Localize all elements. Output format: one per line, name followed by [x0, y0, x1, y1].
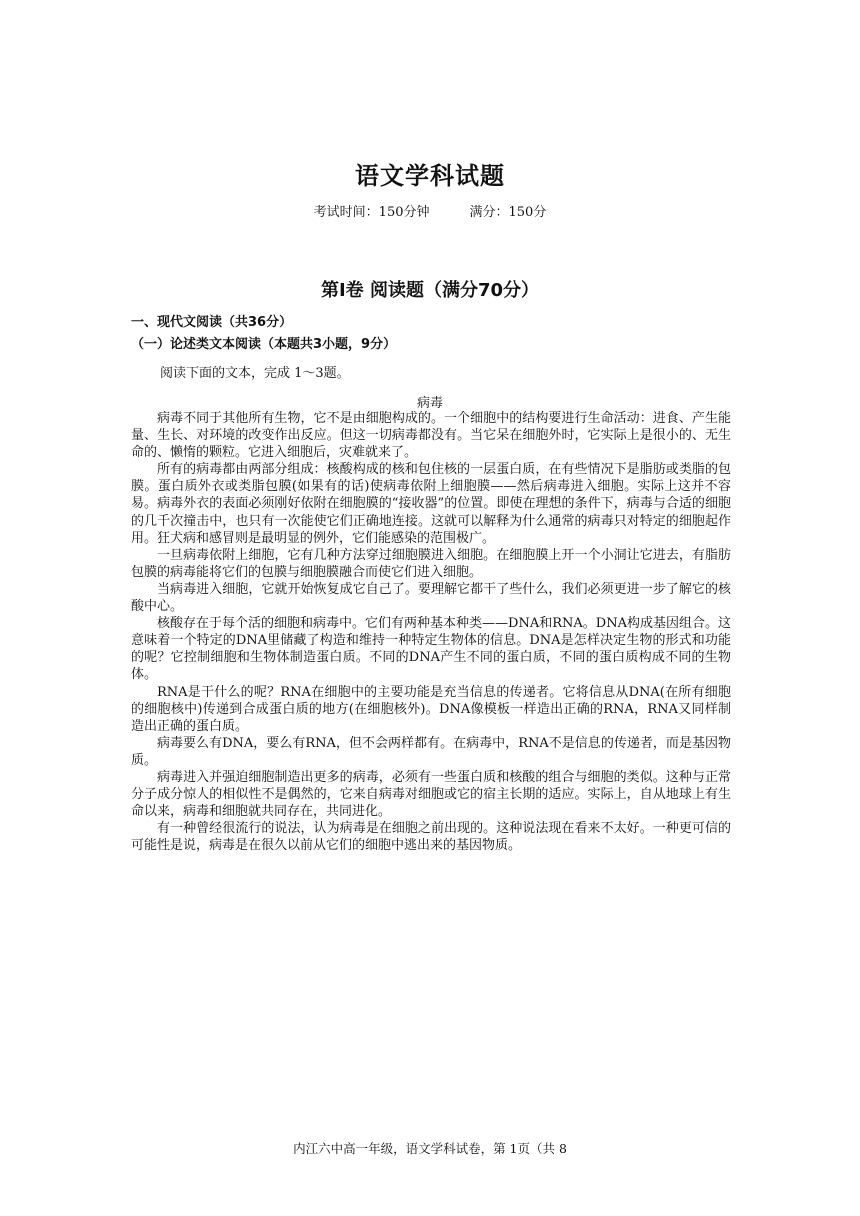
article-paragraph: 病毒要么有DNA，要么有RNA，但不会两样都有。在病毒中，RNA不是信息的传递者，而是基因物质。 [131, 735, 731, 768]
article-title: 病毒 [416, 396, 443, 411]
section-heading: 一、现代文阅读（共36分） [131, 315, 293, 330]
subsection-heading: （一）论述类文本阅读（本题共3小题，9分） [131, 337, 397, 352]
exam-time: 考试时间：150分钟 [313, 205, 430, 220]
full-score: 满分：150分 [469, 205, 547, 220]
part-title: 第Ⅰ卷 阅读题（满分70分） [320, 280, 539, 301]
article-paragraph: 有一种曾经很流行的说法，认为病毒是在细胞之前出现的。这种说法现在看来不太好。一种更可信的可能性是说，病毒是在很久以前从它们的细胞中逃出来的基因物质。 [131, 821, 731, 854]
exam-title: 语文学科试题 [355, 162, 505, 190]
page-footer: 内江六中高一年级，语文学科试卷，第 1页（共 8 [293, 1141, 567, 1156]
article-paragraph: RNA是干什么的呢？RNA在细胞中的主要功能是充当信息的传递者。它将信息从DNA(在所有细胞的细胞核中)传递到合成蛋白质的地方(在细胞核外)。DNA像模板一样造出正确的RNA，RNA又同样制造出正确的蛋白质。 [131, 684, 731, 734]
article-paragraph: 一旦病毒依附上细胞，它有几种方法穿过细胞膜进入细胞。在细胞膜上开一个小洞让它进去，有脂肪包膜的病毒能将它们的包膜与细胞膜融合而使它们进入细胞。 [131, 547, 731, 580]
article-paragraph: 核酸存在于每个活的细胞和病毒中。它们有两种基本种类——DNA和RNA。DNA构成基因组合。这意味着一个特定的DNA里储藏了构造和维持一种特定生物体的信息。DNA是怎样决定生物的形式和功能的呢？它控制细胞和生物体制造蛋白质。不同的DNA产生不同的蛋白质，不同的蛋白质构成不同的生物体。 [131, 616, 731, 683]
article-paragraph: 当病毒进入细胞，它就开始恢复成它自己了。要理解它都干了些什么，我们必须更进一步了解它的核酸中心。 [131, 581, 731, 615]
article-paragraph: 病毒进入并强迫细胞制造出更多的病毒，必须有一些蛋白质和核酸的组合与细胞的类似。这种与正常分子成分惊人的相似性不是偶然的，它来自病毒对细胞或它的宿主长期的适应。实际上，自从地球上有生命以来，病毒和细胞就共同存在，共同进化。 [131, 769, 731, 820]
instruction: 阅读下面的文本，完成 1～3题。 [160, 366, 350, 381]
article-paragraph: 所有的病毒都由两部分组成：核酸构成的核和包住核的一层蛋白质，在有些情况下是脂肪或类脂的包膜。蛋白质外衣或类脂包膜(如果有的话)使病毒依附上细胞膜——然后病毒进入细胞。实际上这并不容易。病毒外衣的表面必须刚好依附在细胞膜的“接收器”的位置。即使在理想的条件下，病毒与合适的细胞的几千次撞击中，也只有一次能使它们正确地连接。这就可以解释为什么通常的病毒只对特定的细胞起作用。狂犬病和感冒则是最明显的例外，它们能感染的范围极广。 [131, 462, 731, 546]
exam-meta [0, 201, 860, 220]
article-paragraph: 病毒不同于其他所有生物，它不是由细胞构成的。一个细胞中的结构要进行生命活动：进食、产生能量、生长、对环境的改变作出反应。但这一切病毒都没有。当它呆在细胞外时，它实际上是很小的、无生命的、懒惰的颗粒。它进入细胞后，灾难就来了。 [131, 411, 731, 461]
article-body [131, 410, 731, 854]
